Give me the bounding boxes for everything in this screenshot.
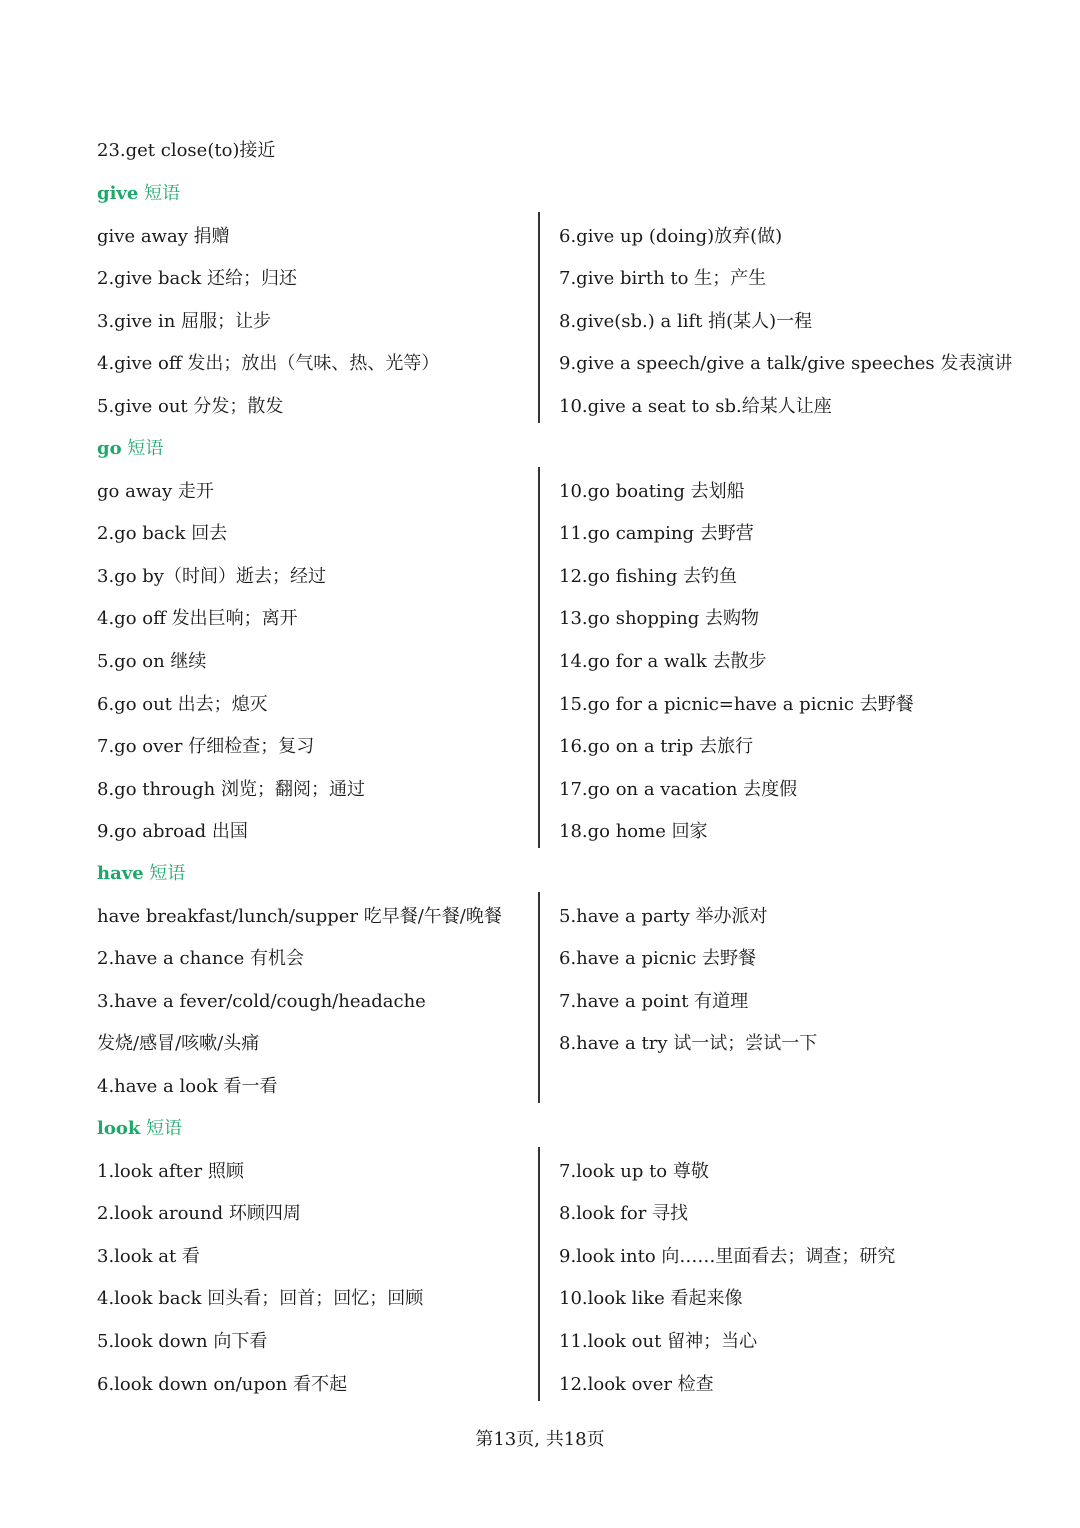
intro-line: 23.get close(to)接近: [97, 140, 276, 161]
phrase-item: 8.have a try 试一试；尝试一下: [559, 1033, 818, 1055]
phrase-item: 3.have a fever/cold/cough/headache: [97, 990, 426, 1012]
phrase-item: 4.look back 回头看；回首；回忆；回顾: [97, 1288, 424, 1310]
column-divider: [538, 1147, 540, 1401]
phrase-item: 4.have a look 看一看: [97, 1075, 278, 1097]
phrase-item: 1.look after 照顾: [97, 1160, 244, 1182]
section-keyword: go: [97, 438, 122, 459]
section-heading-look: [97, 1117, 182, 1141]
section-label: 短语: [144, 183, 181, 204]
phrase-item: 2.look around 环顾四周: [97, 1203, 301, 1225]
phrase-item: 6.have a picnic 去野餐: [559, 948, 757, 970]
phrase-item: 4.go off 发出巨响；离开: [97, 608, 298, 630]
phrase-item: 9.look into 向……里面看去；调查；研究: [559, 1245, 896, 1267]
phrase-item: 13.go shopping 去购物: [559, 608, 760, 630]
phrase-item: 16.go on a trip 去旅行: [559, 736, 754, 758]
phrase-item: 2.give back 还给；归还: [97, 268, 297, 290]
phrase-item: 7.have a point 有道理: [559, 990, 749, 1012]
phrase-item: 9.give a speech/give a talk/give speeches 发表演讲: [559, 353, 1013, 375]
phrase-item: 10.look like 看起来像: [559, 1288, 743, 1310]
section-heading-go: [97, 437, 163, 461]
phrase-item: 11.go camping 去野营: [559, 523, 754, 545]
section-label: 短语: [146, 1118, 183, 1139]
phrase-item: 4.give off 发出；放出（气味、热、光等）: [97, 353, 440, 375]
phrase-item: 5.look down 向下看: [97, 1330, 268, 1352]
phrase-item: 10.give a seat to sb.给某人让座: [559, 395, 832, 417]
phrase-item: 8.go through 浏览；翻阅；通过: [97, 778, 365, 800]
phrase-item: 5.give out 分发；散发: [97, 395, 284, 417]
phrase-item: 7.give birth to 生；产生: [559, 268, 767, 290]
phrase-item: 7.look up to 尊敬: [559, 1160, 709, 1182]
phrase-item: 3.go by（时间）逝去；经过: [97, 565, 326, 587]
column-divider: [538, 467, 540, 848]
phrase-item: 11.look out 留神；当心: [559, 1330, 758, 1352]
phrase-item: 2.go back 回去: [97, 523, 228, 545]
phrase-item: 9.go abroad 出国: [97, 821, 248, 843]
column-divider: [538, 892, 540, 1103]
phrase-item: 8.give(sb.) a lift 捎(某人)一程: [559, 310, 813, 332]
phrase-item: 7.go over 仔细检查；复习: [97, 736, 315, 758]
phrase-item: 6.look down on/upon 看不起: [97, 1373, 348, 1395]
phrase-item: 5.go on 继续: [97, 650, 207, 672]
phrase-item: 10.go boating 去划船: [559, 480, 745, 502]
phrase-item: 6.give up (doing)放弃(做): [559, 225, 783, 247]
page-footer: 第13页, 共18页: [475, 1429, 605, 1450]
phrase-item: 5.have a party 举办派对: [559, 905, 768, 927]
phrase-item: have breakfast/lunch/supper 吃早餐/午餐/晚餐: [97, 905, 502, 927]
section-heading-have: [97, 862, 185, 886]
phrase-item: 12.look over 检查: [559, 1373, 714, 1395]
section-keyword: have: [97, 863, 144, 884]
phrase-item: 6.go out 出去；熄灭: [97, 693, 268, 715]
column-divider: [538, 212, 540, 423]
section-label: 短语: [127, 438, 164, 459]
section-keyword: look: [97, 1118, 141, 1139]
phrase-item: go away 走开: [97, 480, 214, 502]
phrase-item: 3.look at 看: [97, 1245, 200, 1267]
phrase-item: 发烧/感冒/咳嗽/头痛: [97, 1033, 260, 1055]
phrase-item: 2.have a chance 有机会: [97, 948, 304, 970]
phrase-item: 14.go for a walk 去散步: [559, 650, 767, 672]
phrase-item: 15.go for a picnic=have a picnic 去野餐: [559, 693, 914, 715]
section-heading-give: [97, 182, 180, 206]
phrase-item: 3.give in 屈服；让步: [97, 310, 272, 332]
phrase-item: 18.go home 回家: [559, 821, 708, 843]
phrase-item: 8.look for 寻找: [559, 1203, 689, 1225]
phrase-item: give away 捐赠: [97, 225, 230, 247]
section-keyword: give: [97, 183, 139, 204]
phrase-item: 17.go on a vacation 去度假: [559, 778, 798, 800]
phrase-item: 12.go fishing 去钓鱼: [559, 565, 738, 587]
section-label: 短语: [149, 863, 186, 884]
